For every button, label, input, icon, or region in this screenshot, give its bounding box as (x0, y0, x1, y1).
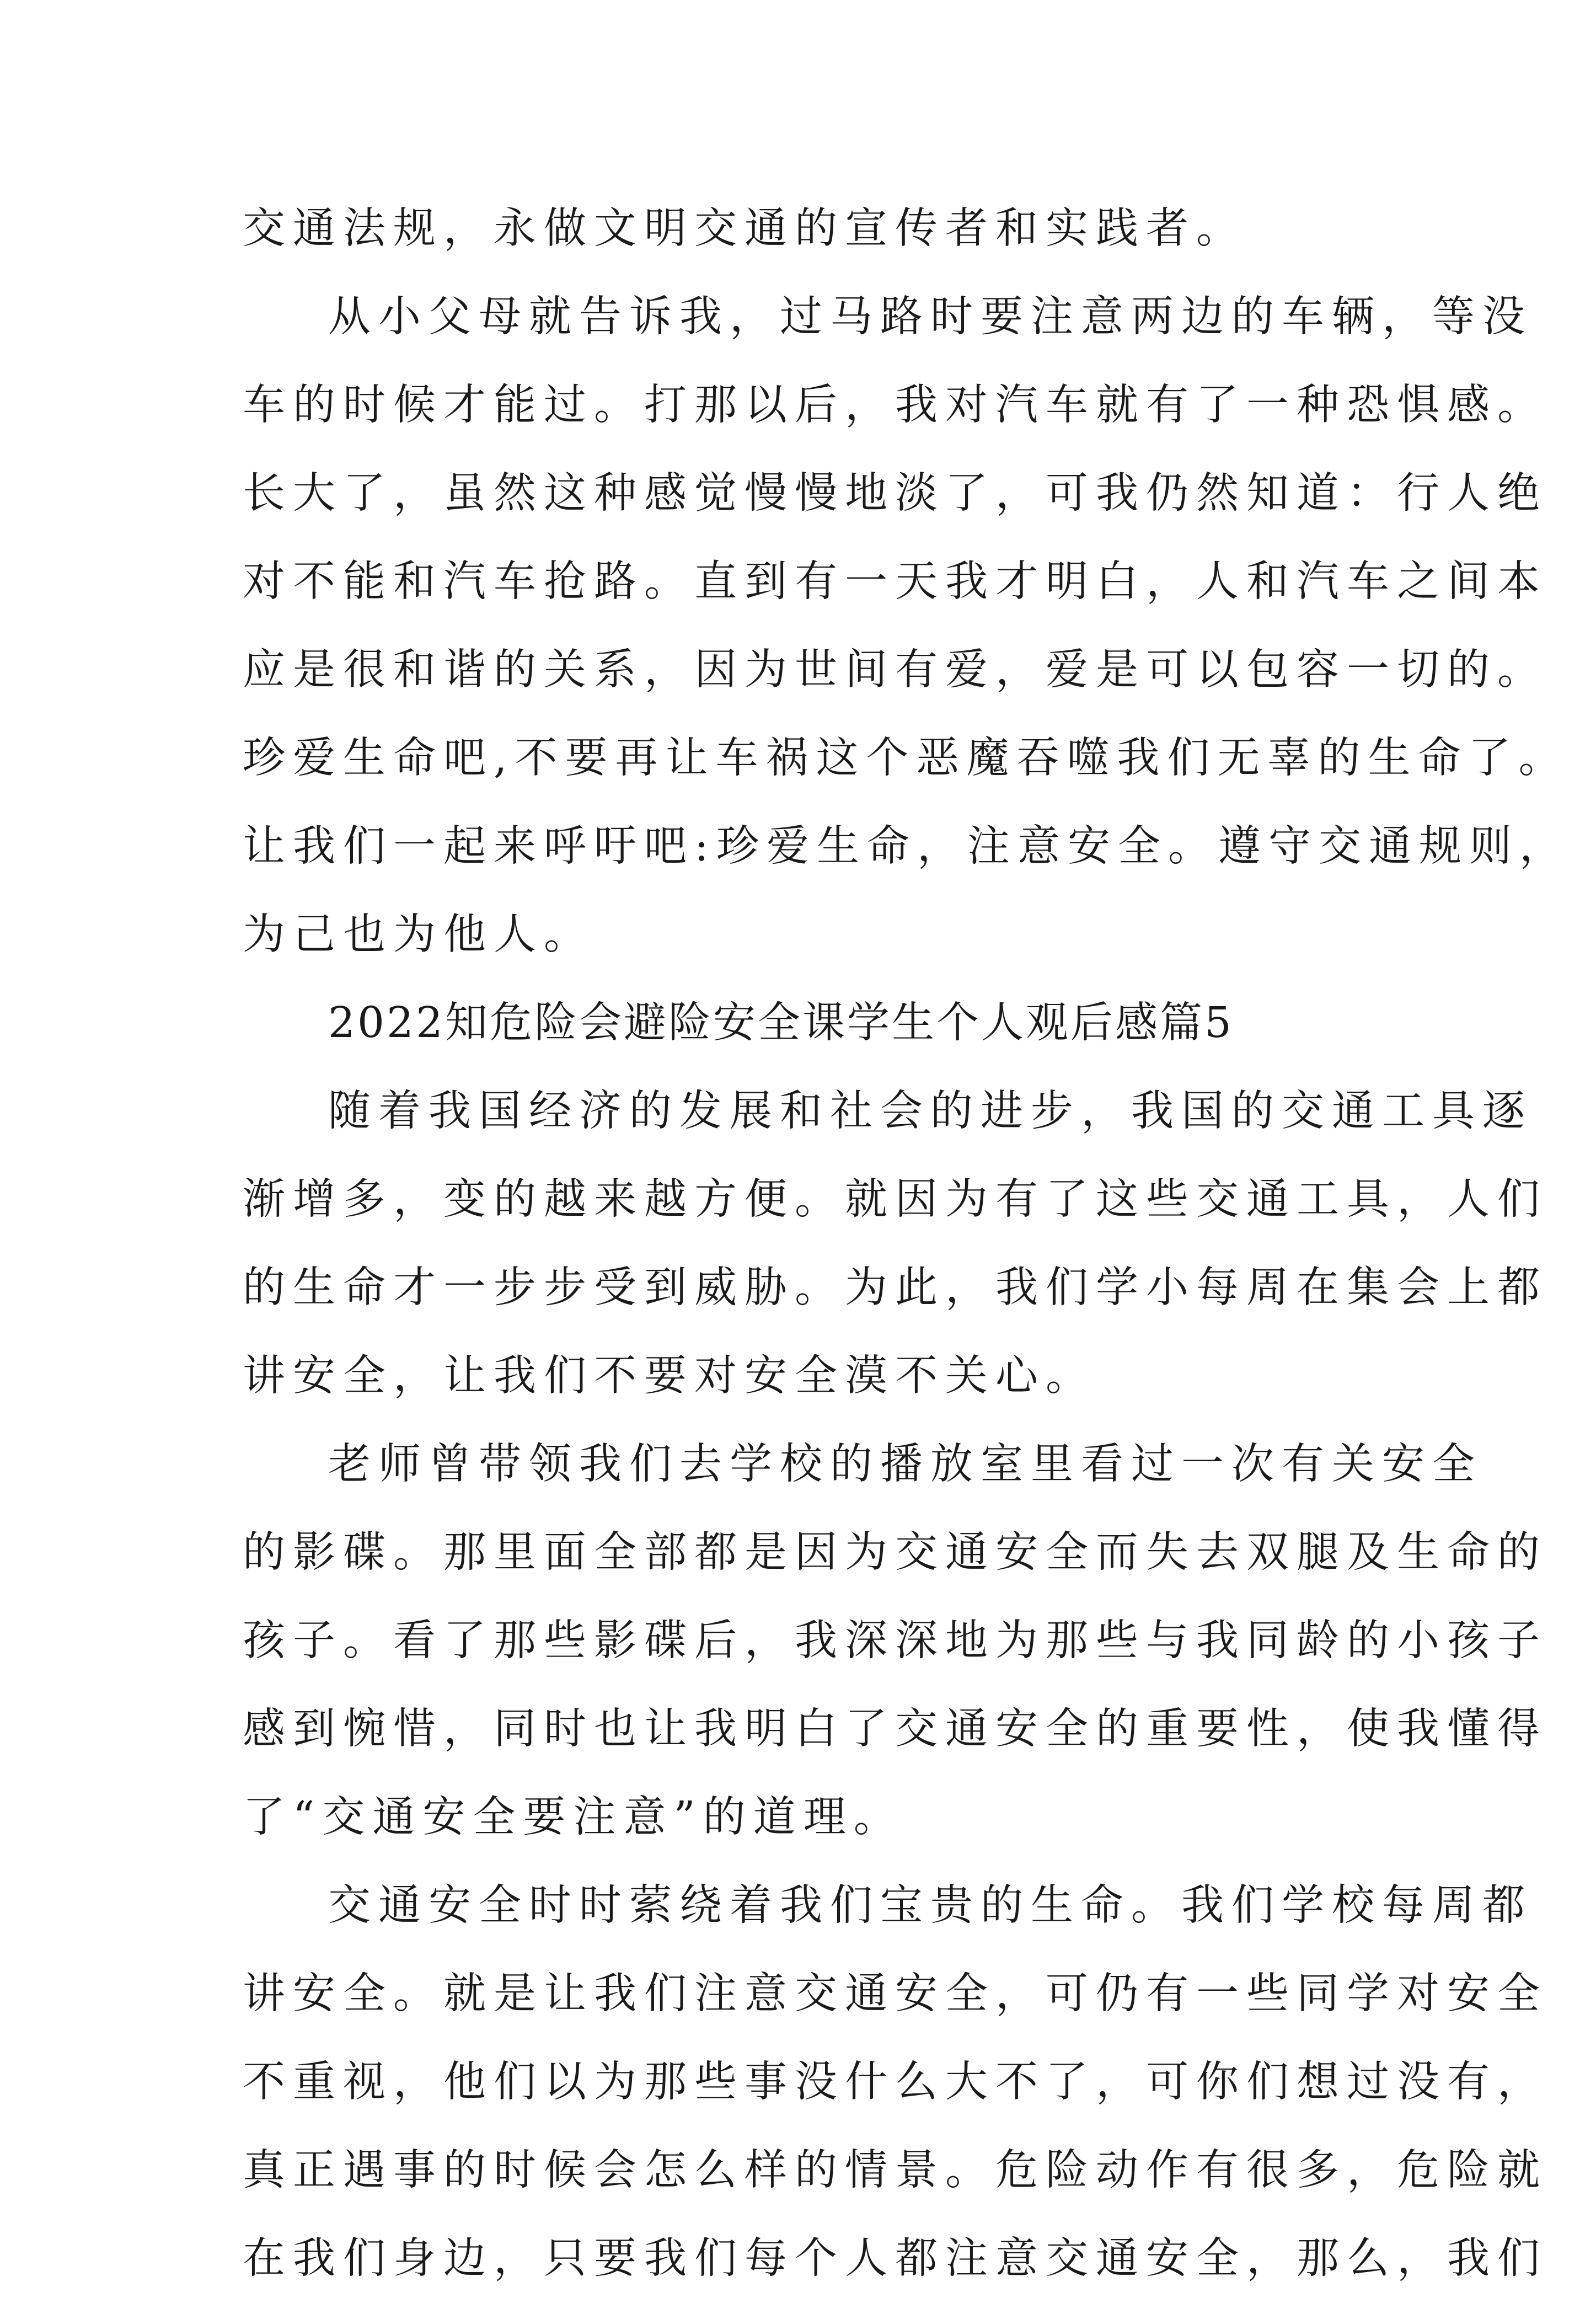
text-line: 了“交通安全要注意”的道理。 (243, 1793, 904, 1842)
text-line: 交通法规，永做文明交通的宣传者和实践者。 (243, 204, 1246, 253)
text-line: 的影碟。那里面全部都是因为交通安全而失去双腿及生命的 (243, 1528, 1547, 1577)
document-body (243, 185, 1570, 2303)
text-line: 珍爱生命吧,不要再让车祸这个恶魔吞噬我们无辜的生命了。 (243, 734, 1569, 783)
text-line: 孩子。看了那些影碟后，我深深地为那些与我同龄的小孩子 (243, 1616, 1547, 1665)
paragraph-start-line: 交通安全时时萦绕着我们宝贵的生命。我们学校每周都 (328, 1881, 1533, 1930)
text-line: 车的时候才能过。打那以后，我对汽车就有了一种恐惧感。 (243, 381, 1547, 430)
text-line: 不重视，他们以为那些事没什么大不了，可你们想过没有， (243, 2058, 1547, 2107)
paragraph-start-line: 老师曾带领我们去学校的播放室里看过一次有关安全 (328, 1440, 1482, 1489)
text-line: 在我们身边，只要我们每个人都注意交通安全，那么，我们 (243, 2234, 1547, 2283)
text-line: 对不能和汽车抢路。直到有一天我才明白，人和汽车之间本 (243, 557, 1547, 606)
text-line: 应是很和谐的关系，因为世间有爱，爱是可以包容一切的。 (243, 645, 1547, 694)
paragraph-start-line: 从小父母就告诉我，过马路时要注意两边的车辆，等没 (328, 292, 1533, 341)
text-line: 的生命才一步步受到威胁。为此，我们学小每周在集会上都 (243, 1263, 1547, 1312)
text-line: 渐增多，变的越来越方便。就因为有了这些交通工具，人们 (243, 1175, 1547, 1224)
text-line: 让我们一起来呼吁吧:珍爱生命，注意安全。遵守交通规则， (243, 822, 1570, 871)
text-line: 讲安全。就是让我们注意交通安全，可仍有一些同学对安全 (243, 1969, 1547, 2018)
text-line: 讲安全，让我们不要对安全漠不关心。 (243, 1351, 1096, 1401)
text-line: 感到惋惜，同时也让我明白了交通安全的重要性，使我懂得 (243, 1704, 1547, 1754)
section-heading: 2022知危险会避险安全课学生个人观后感篇5 (328, 998, 1234, 1048)
text-line: 真正遇事的时候会怎么样的情景。危险动作有很多，危险就 (243, 2146, 1547, 2195)
paragraph-start-line: 随着我国经济的发展和社会的进步，我国的交通工具逐 (328, 1087, 1533, 1136)
text-line: 长大了，虽然这种感觉慢慢地淡了，可我仍然知道：行人绝 (243, 469, 1547, 518)
text-line: 为己也为他人。 (243, 910, 594, 959)
